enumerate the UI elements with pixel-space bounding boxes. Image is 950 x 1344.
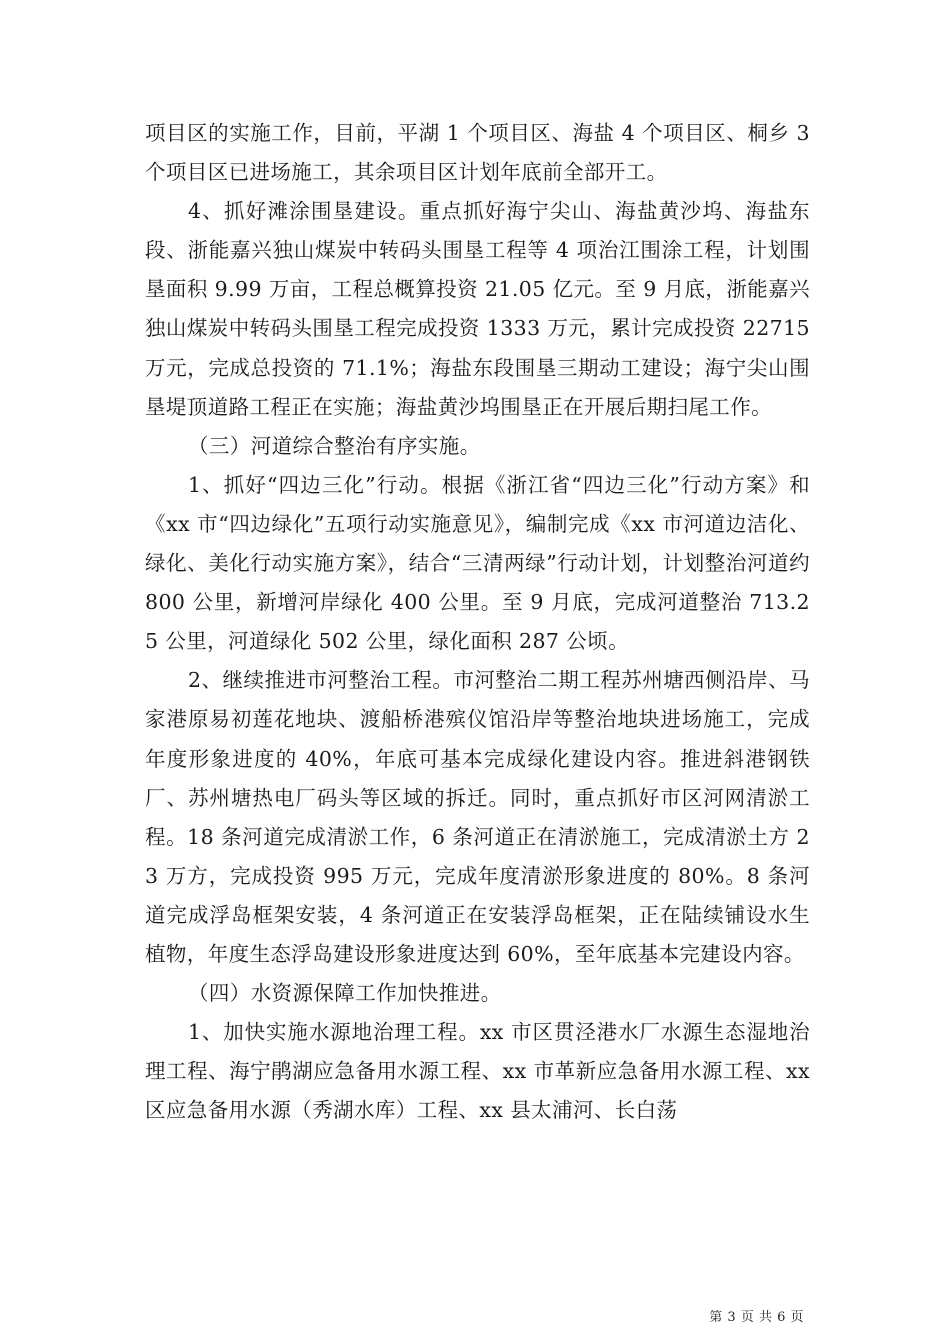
- paragraph-reclamation: 4、抓好滩涂围垦建设。重点抓好海宁尖山、海盐黄沙坞、海盐东段、浙能嘉兴独山煤炭中转码头围垦工程等 4 项治江围涂工程，计划围垦面积 9.99 万亩，工程总概算投资 21.05 亿元。至 9 月底，浙能嘉兴独山煤炭中转码头围垦工程完成投资 1333 万元，累计完成投资 22715 万元，完成总投资的 71.1%；海盐东段围垦三期动工建设；海宁尖山围垦堤顶道路工程正在实施；海盐黄沙坞围垦正在开展后期扫尾工作。: [145, 199, 810, 419]
- document-body: [145, 114, 810, 1130]
- paragraph-city-river: 2、继续推进市河整治工程。市河整治二期工程苏州塘西侧沿岸、马家港原易初莲花地块、渡船桥港殡仪馆沿岸等整治地块进场施工，完成年度形象进度的 40%，年底可基本完成绿化建设内容。推进斜港钢铁厂、苏州塘热电厂码头等区域的拆迁。同时，重点抓好市区河网清淤工程。18 条河道完成清淤工作，6 条河道正在清淤施工，完成清淤土方 23 万方，完成投资 995 万元，完成年度清淤形象进度的 80%。8 条河道完成浮岛框架安装，4 条河道正在安装浮岛框架，正在陆续铺设水生植物，年度生态浮岛建设形象进度达到 60%，至年底基本完建设内容。: [145, 668, 810, 966]
- section-heading-water-resources: （四）水资源保障工作加快推进。: [188, 981, 502, 1006]
- paragraph-continuation: 项目区的实施工作，目前，平湖 1 个项目区、海盐 4 个项目区、桐乡 3 个项目区已进场施工，其余项目区计划年底前全部开工。: [145, 121, 810, 185]
- paragraph-four-sides: 1、抓好“四边三化”行动。根据《浙江省“四边三化”行动方案》和《xx 市“四边绿化”五项行动实施意见》，编制完成《xx 市河道边洁化、绿化、美化行动实施方案》，结合“三清两绿”行动计划，计划整治河道约 800 公里，新增河岸绿化 400 公里。至 9 月底，完成河道整治 713.25 公里，河道绿化 502 公里，绿化面积 287 公顷。: [145, 472, 810, 654]
- section-heading-river-regulation: （三）河道综合整治有序实施。: [188, 433, 481, 458]
- paragraph-water-source: 1、加快实施水源地治理工程。xx 市区贯泾港水厂水源生态湿地治理工程、海宁鹃湖应急备用水源工程、xx 市革新应急备用水源工程、xx 区应急备用水源（秀湖水库）工程、xx 县太浦河、长白荡: [145, 1020, 810, 1123]
- page-number: 第 3 页 共 6 页: [709, 1310, 804, 1325]
